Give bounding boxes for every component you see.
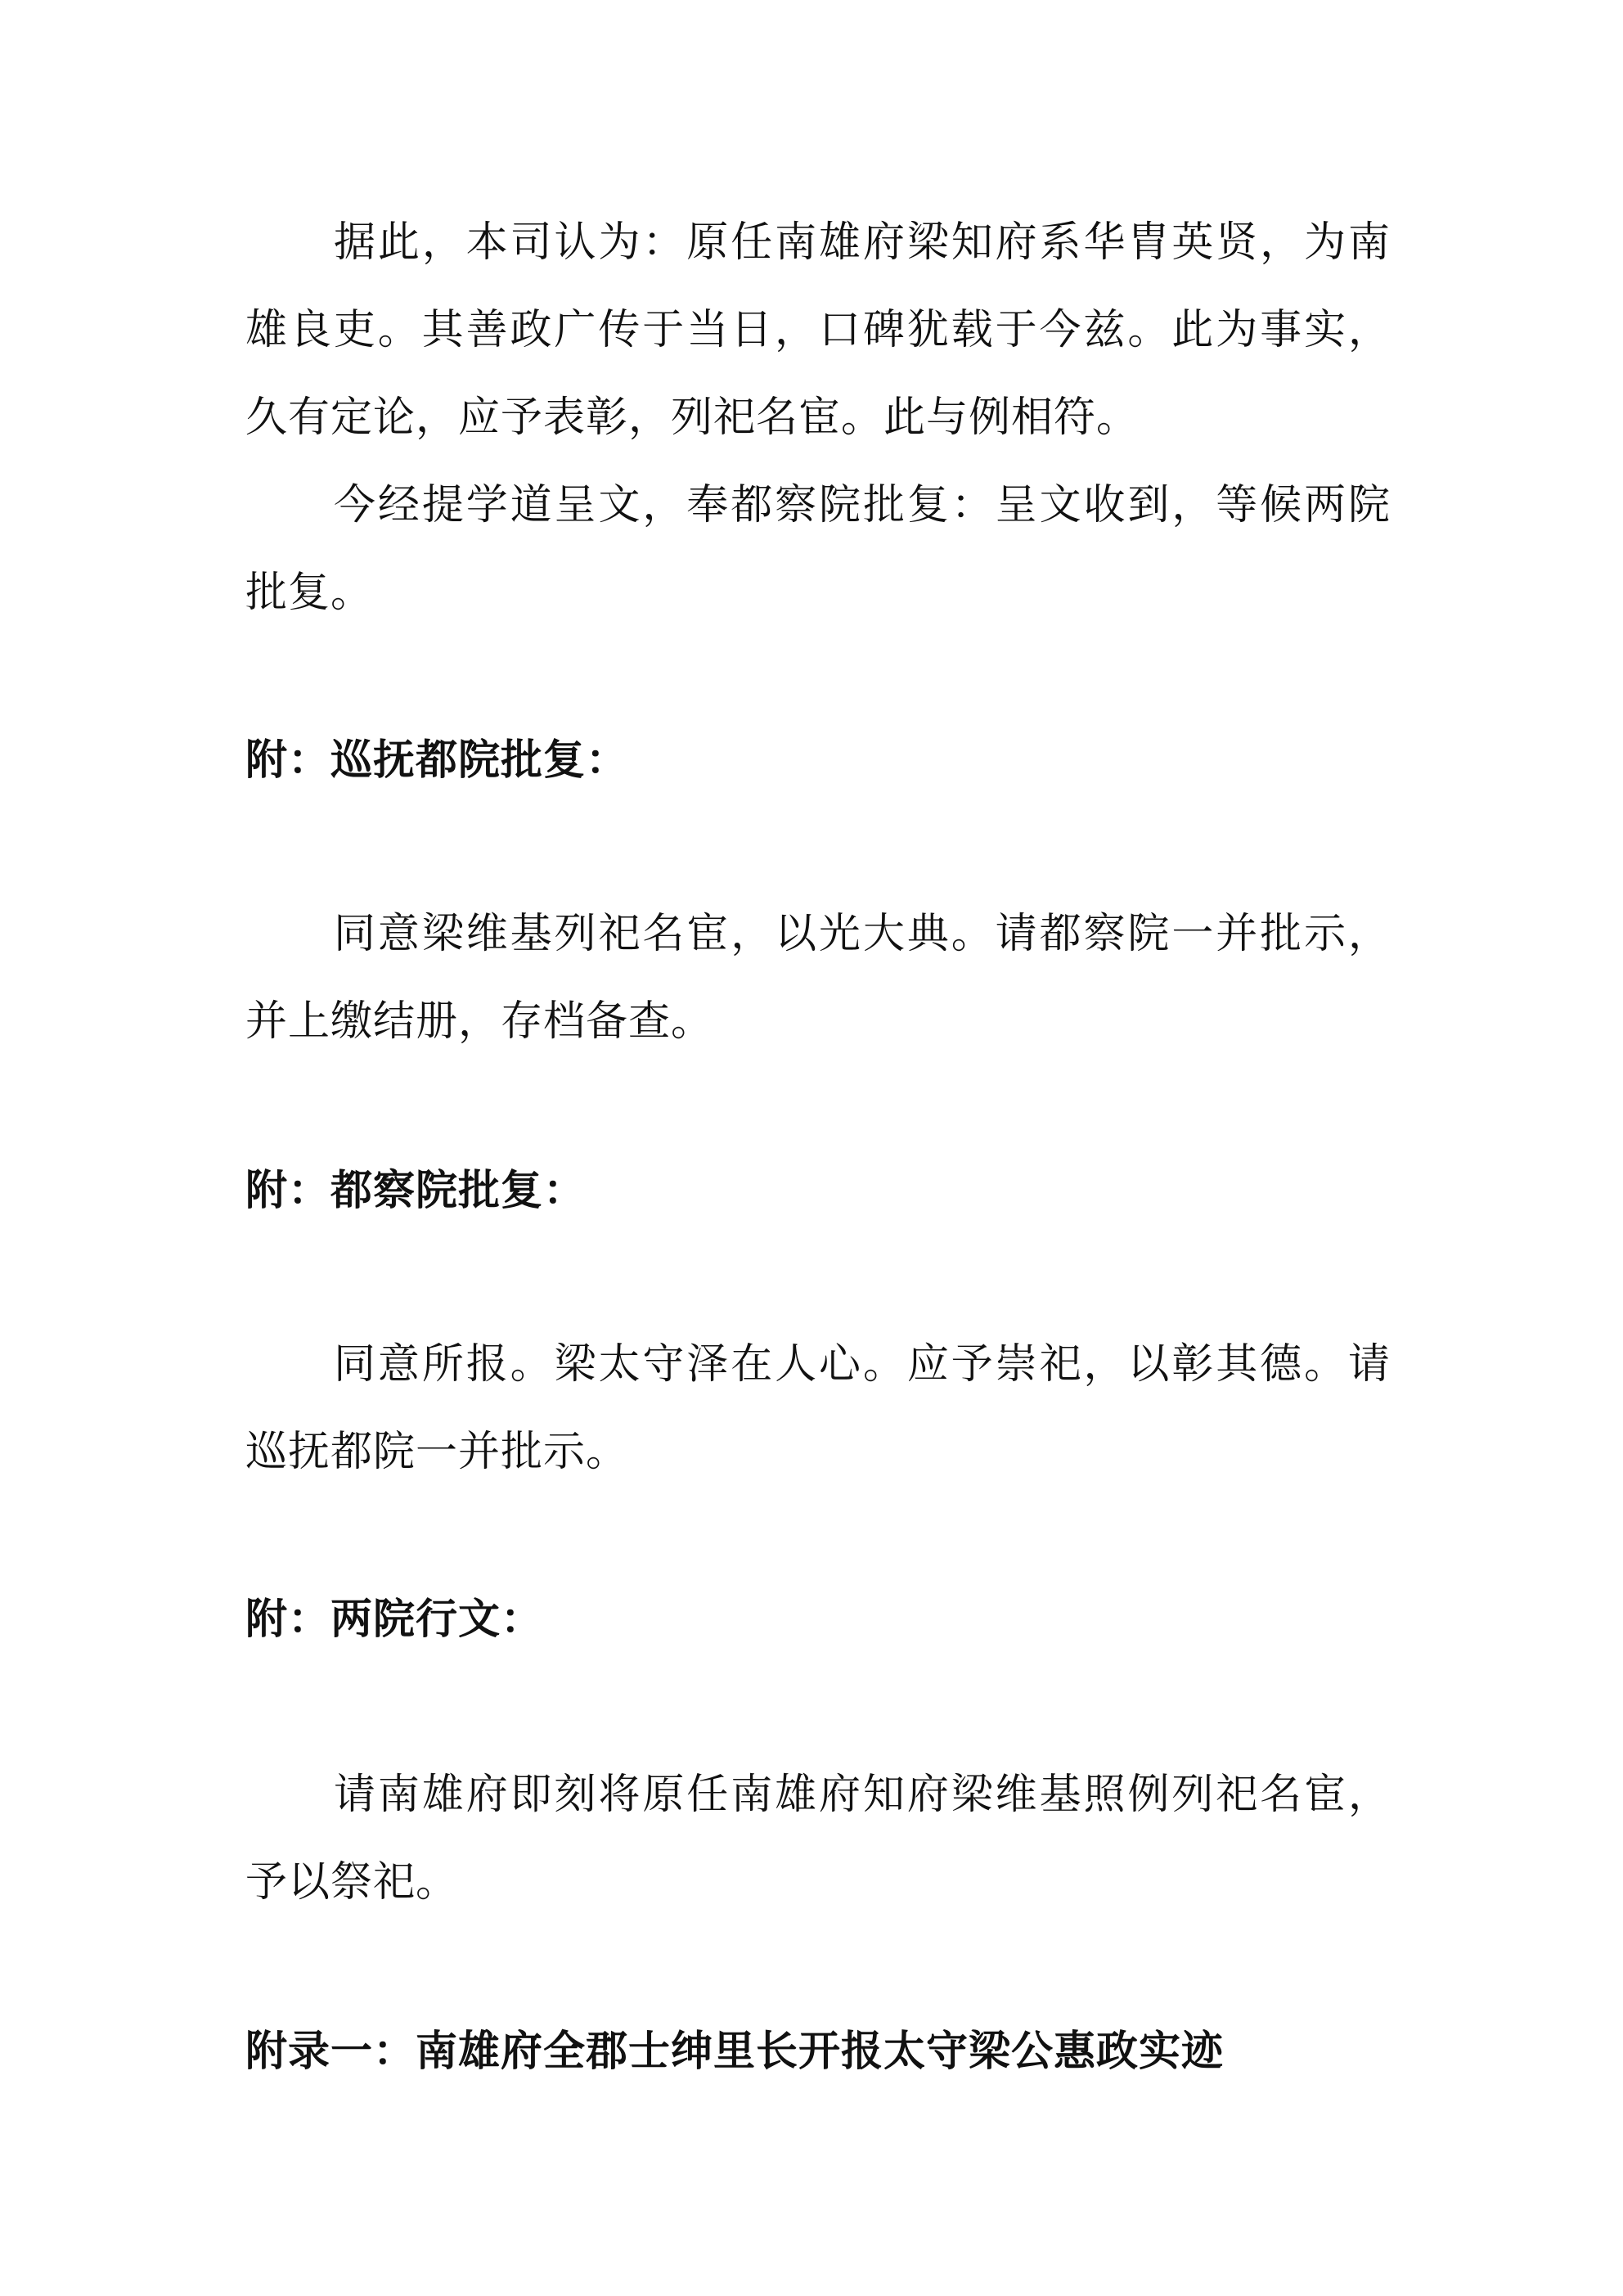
paragraph-text: 今经提学道呈文，奉都察院批复：呈文收到，等候两院批复。 bbox=[245, 481, 1391, 617]
paragraph-conclusion bbox=[245, 199, 1391, 461]
section-body: 同意所报。梁太守泽在人心。应予崇祀，以彰其德。请巡抚都院一并批示。 bbox=[245, 1340, 1391, 1476]
appendix-heading bbox=[245, 2008, 1391, 2096]
appendix-title: 附录一：南雄府全郡士绅里长开报太守梁公惠政实迹 bbox=[245, 2027, 1225, 2076]
section-heading: 附：都察院批复： bbox=[245, 1166, 587, 1215]
section-body-joint-order bbox=[245, 1751, 1391, 1926]
section-heading: 附：巡抚都院批复： bbox=[245, 736, 629, 785]
section-body: 请南雄府即刻将原任南雄府知府梁维基照例列祀名宦，予以祭祀。 bbox=[245, 1771, 1391, 1907]
section-heading-censorate-reply bbox=[245, 1147, 1391, 1235]
section-heading: 附：两院行文： bbox=[245, 1595, 544, 1644]
section-heading-governor-reply bbox=[245, 717, 1391, 804]
paragraph-submission bbox=[245, 461, 1391, 637]
section-body-censorate-reply bbox=[245, 1321, 1391, 1496]
section-heading-joint-order bbox=[245, 1576, 1391, 1663]
section-body: 同意梁维基列祀名宦，以光大典。请都察院一并批示，并上缴结册，存档备查。 bbox=[245, 910, 1391, 1046]
paragraph-text: 据此，本司认为：原任南雄府梁知府系华胄英贤，为南雄良吏。其善政广传于当日，口碑犹载于今兹。此为事实，久有定论，应予表彰，列祀名宦。此与例相符。 bbox=[245, 218, 1391, 442]
section-body-governor-reply bbox=[245, 890, 1391, 1065]
